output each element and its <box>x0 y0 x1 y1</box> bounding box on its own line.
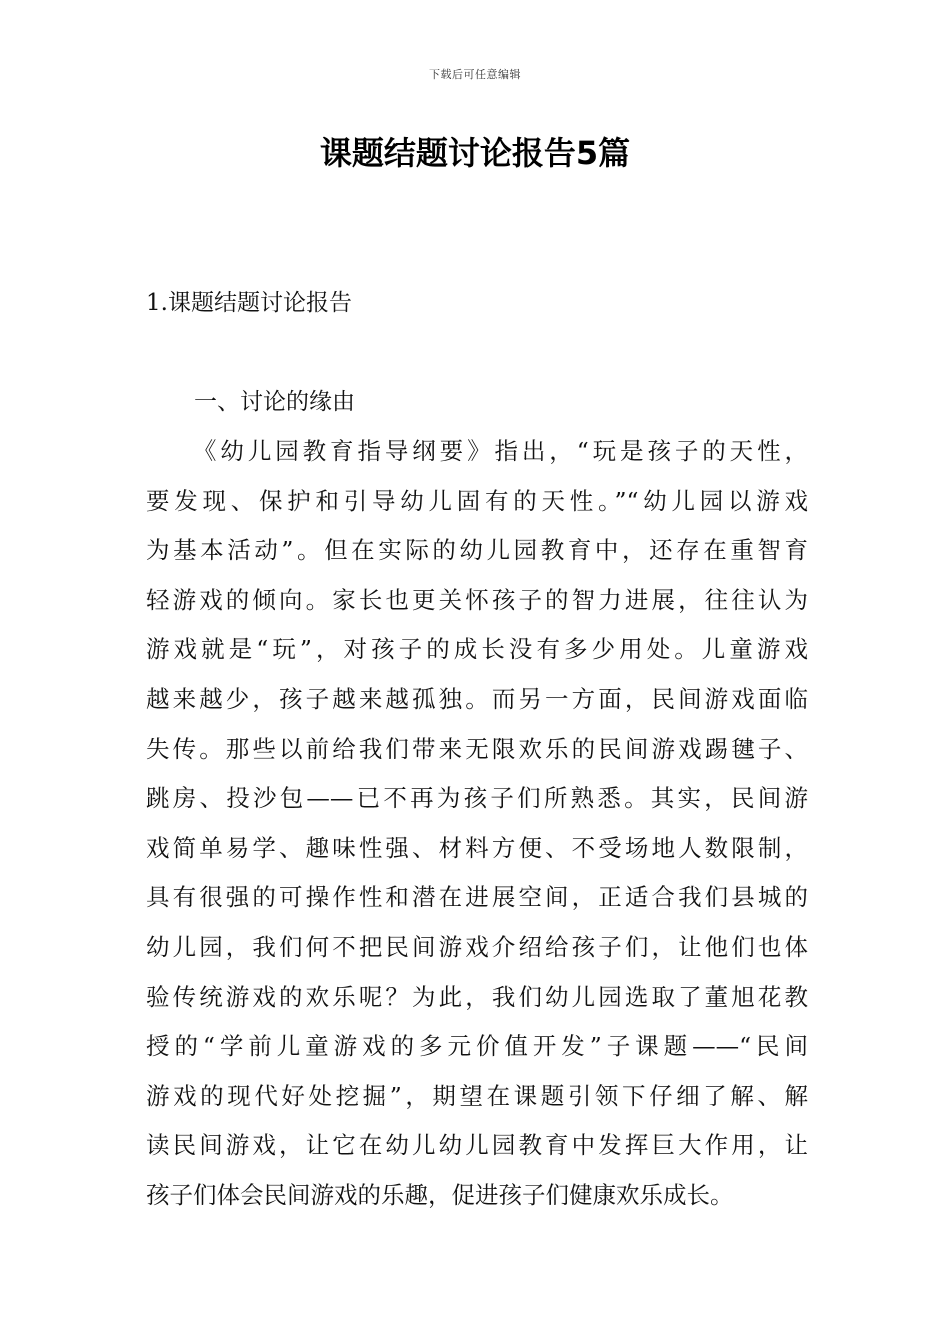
sub-heading: 一、讨论的缘由 <box>194 389 355 415</box>
paragraph-line: 游戏就是“玩”，对孩子的成长没有多少用处。儿童游戏 <box>146 635 808 664</box>
paragraph-line: 读民间游戏，让它在幼儿幼儿园教育中发挥巨大作用，让 <box>146 1131 808 1160</box>
paragraph-line: 戏简单易学、趣味性强、材料方便、不受场地人数限制， <box>146 833 808 862</box>
paragraph-line: 跳房、投沙包——已不再为孩子们所熟悉。其实，民间游 <box>146 784 808 813</box>
header-note: 下载后可任意编辑 <box>429 68 521 81</box>
paragraph-line: 轻游戏的倾向。家长也更关怀孩子的智力进展，往往认为 <box>146 585 808 614</box>
paragraph-line: 为基本活动”。但在实际的幼儿园教育中，还存在重智育 <box>146 536 808 565</box>
paragraph-line: 《幼儿园教育指导纲要》指出，“玩是孩子的天性， <box>193 437 808 465</box>
paragraph-line: 失传。那些以前给我们带来无限欢乐的民间游戏踢毽子、 <box>146 734 808 763</box>
paragraph-line: 孩子们体会民间游戏的乐趣，促进孩子们健康欢乐成长。 <box>146 1180 734 1209</box>
paragraph-line: 授的“学前儿童游戏的多元价值开发”子课题——“民间 <box>146 1032 808 1061</box>
paragraph-line: 越来越少，孩子越来越孤独。而另一方面，民间游戏面临 <box>146 684 808 713</box>
paragraph-line: 幼儿园，我们何不把民间游戏介绍给孩子们，让他们也体 <box>146 932 808 961</box>
paragraph-line: 要发现、保护和引导幼儿固有的天性。”“幼儿园以游戏 <box>146 486 808 515</box>
paragraph-line: 验传统游戏的欢乐呢？为此，我们幼儿园选取了董旭花教 <box>146 982 808 1011</box>
paragraph-line: 具有很强的可操作性和潜在进展空间，正适合我们县城的 <box>146 883 808 912</box>
section-heading: 1.课题结题讨论报告 <box>146 290 352 316</box>
paragraph-line: 游戏的现代好处挖掘”，期望在课题引领下仔细了解、解 <box>146 1081 808 1110</box>
body-paragraph <box>146 427 808 1221</box>
document-title: 课题结题讨论报告5篇 <box>319 134 631 172</box>
